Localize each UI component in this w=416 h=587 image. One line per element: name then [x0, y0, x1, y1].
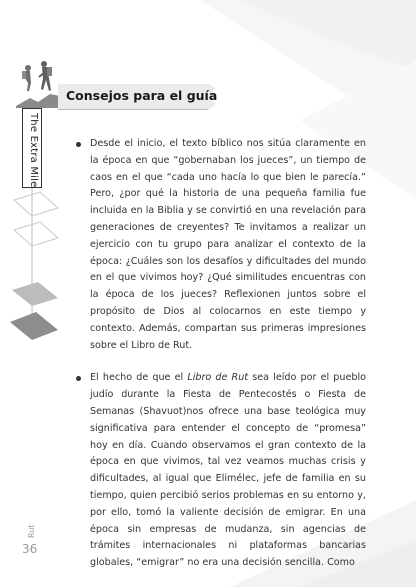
book-title-italic: Libro de Rut — [187, 372, 249, 384]
bullet-icon — [76, 376, 81, 381]
side-decoration — [0, 180, 70, 350]
paragraph-2-post: sea leído por el pueblo judío durante la Fiesta de Pentecostés o Fiesta de Semanas (Shavuot)nos ofrece una base teológica muy significativa para entender el concepto de “promesa” hoy en día. Cuando observamos el gran contexto de la época en que vivimos, tal vez veamos muchas crisis y dificultades, al igual que Elimélec, jefe de familia en su tiempo, quien percibió serios problemas en su entorno y, por ello, tomó la valiente decisión de emigrar. En una época sin empresas de mudanza, sin agencias de trámites internacionales ni plataformas bancarias globales, “emigrar” no era una decisión sencilla. Como — [90, 372, 366, 569]
footer-book-name: Rut — [27, 524, 36, 538]
hikers-logo-icon — [16, 58, 60, 108]
side-label: The Extra Mile — [28, 113, 39, 188]
side-label-box — [22, 108, 42, 188]
paragraph-1-text: Desde el inicio, el texto bíblico nos sitúa claramente en la época en que “gobernaban los jueces”, un tiempo de caos en el que “cada uno hacía lo que bien le parecía.” Pero, ¿por qué la historia de una pequeña familia fue incluida en la Biblia y se convirtió en una revelación para generaciones de creyentes? Te invitamos a realizar un ejercicio con tu grupo para analizar el contexto de la época: ¿Cuáles son los desafíos y dificultades del mundo en el que vivimos hoy? ¿Qué similitudes encuentras con la época de los jueces? Reflexionen juntos sobre el propósito de Dios al colocarnos en este tiempo y contexto. Además, compartan sus primeras impresiones sobre el Libro de Rut. — [90, 138, 366, 351]
bullet-paragraph-2 — [76, 370, 366, 572]
bullet-paragraph-1 — [76, 136, 366, 354]
section-title: Consejos para el guía — [66, 88, 218, 103]
body-content — [76, 136, 366, 587]
bullet-icon — [76, 142, 81, 147]
paragraph-2-pre: El hecho de que el — [90, 372, 188, 384]
page-number: 36 — [22, 542, 38, 556]
section-title-tab — [58, 84, 216, 110]
